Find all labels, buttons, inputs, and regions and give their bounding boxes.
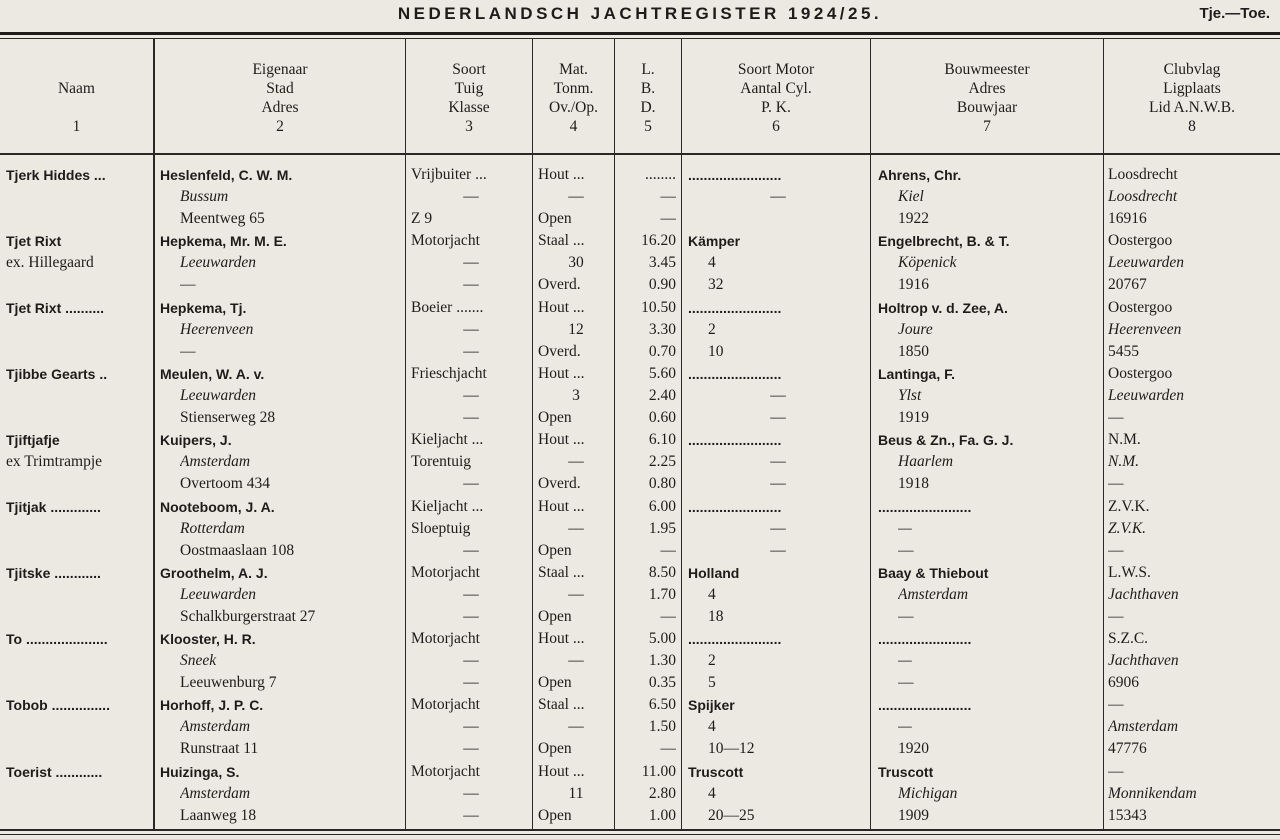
- entry-type-line: —: [463, 674, 479, 692]
- entry-type-line: —: [463, 386, 479, 404]
- entry-builder-line: Michigan: [898, 784, 958, 802]
- entry-mat-line: Hout ...: [538, 762, 585, 780]
- entry-dims-line: 5.00: [648, 630, 676, 648]
- entry-owner-line: Leeuwarden: [180, 254, 257, 272]
- entry-mat-line: —: [568, 718, 584, 736]
- entry-type-line: Boeier .......: [411, 298, 484, 316]
- entry-type-line: Frieschjacht: [411, 364, 487, 382]
- entry-mat-line: Hout ...: [538, 364, 585, 382]
- entry-motor-line: 4: [708, 718, 716, 736]
- entry-type-line: Kieljacht ...: [411, 497, 484, 515]
- entry-club-line: Jachthaven: [1108, 652, 1179, 670]
- entry-builder-line: Holtrop v. d. Zee, A.: [878, 299, 1008, 316]
- entry-type-line: Motorjacht: [411, 696, 480, 714]
- column-header: [682, 60, 870, 136]
- entry-builder-line: ........................: [878, 498, 972, 515]
- entry-type-line: Z 9: [411, 210, 433, 227]
- entry-dims-line: 3.30: [648, 320, 676, 338]
- entry-builder-line: 1916: [898, 276, 929, 294]
- entry-motor-line: —: [770, 519, 786, 537]
- entry-club-line: 16916: [1108, 210, 1147, 227]
- entry-dims-line: 2.25: [648, 453, 676, 471]
- entry-club-line: Z.V.K.: [1108, 519, 1147, 537]
- page-title: NEDERLANDSCH JACHTREGISTER 1924/25.: [397, 4, 883, 23]
- column-header: [615, 60, 681, 136]
- entry-mat-line: Overd.: [538, 475, 581, 493]
- entry-dims-line: 2.80: [648, 784, 676, 802]
- entry-motor-line: Truscott: [688, 763, 744, 780]
- entry-motor-line: Holland: [688, 564, 740, 581]
- entry-club-line: —: [1108, 408, 1124, 426]
- column-header-line: 4: [569, 118, 578, 135]
- column-header-line: Soort: [452, 61, 486, 78]
- entry-dims-line: 1.00: [648, 806, 676, 824]
- entry-dims-line: 0.70: [648, 342, 676, 360]
- entry-motor-line: —: [770, 386, 786, 404]
- entry-name-line: ex Trimtrampje: [6, 453, 103, 471]
- entry-type-line: Motorjacht: [411, 232, 480, 250]
- entry-motor-line: —: [770, 453, 786, 471]
- entry-owner-line: Overtoom 434: [180, 475, 270, 493]
- entry-mat-line: Hout ...: [538, 630, 585, 648]
- entry-owner-line: Groothelm, A. J.: [160, 564, 268, 581]
- entry-motor-line: 4: [708, 784, 716, 802]
- entry-club-line: 47776: [1108, 740, 1147, 758]
- entry-builder-line: Truscott: [878, 763, 934, 780]
- entry-dims-line: 0.35: [648, 674, 676, 692]
- column-header-line: [0, 98, 153, 117]
- entry-type-line: Vrijbuiter ...: [411, 166, 487, 183]
- entry-builder-line: 1919: [898, 408, 929, 426]
- entry-mat-line: Open: [538, 607, 572, 625]
- entry-builder-line: —: [898, 674, 914, 692]
- entry-mat-line: —: [568, 453, 584, 471]
- entry-type-line: Motorjacht: [411, 762, 480, 780]
- entry-mat-line: Overd.: [538, 276, 581, 294]
- entry-name-line: Tjet Rixt: [6, 233, 62, 250]
- entry-builder-line: ........................: [878, 697, 972, 714]
- column-header-line: Aantal Cyl.: [740, 80, 812, 97]
- entry-mat-line: —: [568, 519, 584, 537]
- entry-motor-line: 4: [708, 254, 716, 272]
- entry-dims-line: 1.95: [648, 519, 676, 537]
- entry-club-line: Leeuwarden: [1108, 254, 1185, 272]
- entry-builder-line: —: [898, 541, 914, 559]
- entry-name-line: Tjitske ............: [6, 564, 101, 581]
- column-header-line: Klasse: [448, 99, 490, 116]
- column-header-line: P. K.: [761, 99, 791, 116]
- entry-type-line: Torentuig: [411, 453, 472, 471]
- header-rule: [0, 153, 1280, 155]
- column-header-line: Adres: [968, 80, 1006, 97]
- column-header-line: Bouwmeester: [944, 61, 1030, 78]
- column-header: [155, 60, 405, 136]
- column-header-line: 3: [465, 118, 473, 135]
- entry-type-line: —: [463, 784, 479, 802]
- entry-owner-line: Laanweg 18: [180, 806, 257, 824]
- entry-type-line: —: [463, 652, 479, 670]
- entry-motor-line: 10: [708, 342, 724, 360]
- entry-builder-line: Engelbrecht, B. & T.: [878, 233, 1010, 250]
- entry-club-line: Heerenveen: [1108, 320, 1182, 338]
- entry-owner-line: Meentweg 65: [180, 210, 265, 227]
- entry-mat-line: Staal ...: [538, 232, 585, 250]
- entry-dims-line: 0.80: [648, 475, 676, 493]
- entry-mat-line: Staal ...: [538, 563, 585, 581]
- entry-mat-line: Open: [538, 806, 572, 824]
- entry-mat-line: —: [568, 188, 584, 205]
- entry-motor-line: —: [770, 408, 786, 426]
- entry-builder-line: Beus & Zn., Fa. G. J.: [878, 432, 1014, 449]
- entry-type-line: Motorjacht: [411, 563, 480, 581]
- entry-builder-line: 1922: [898, 210, 929, 227]
- entry-motor-line: ........................: [688, 432, 782, 449]
- entry-type-line: —: [463, 276, 479, 294]
- entry-owner-line: Huizinga, S.: [160, 763, 240, 780]
- entry-owner-line: Klooster, H. R.: [160, 631, 256, 648]
- entry-mat-line: Open: [538, 674, 572, 692]
- entry-mat-line: Hout ...: [538, 497, 585, 515]
- entry-club-line: N.M.: [1108, 453, 1139, 471]
- top-rule: [0, 32, 1280, 35]
- entry-club-line: Loosdrecht: [1108, 188, 1178, 205]
- entry-owner-line: Leeuwarden: [180, 585, 257, 603]
- entry-club-line: Oostergoo: [1108, 232, 1173, 250]
- entry-mat-line: —: [568, 585, 584, 603]
- entry-name-line: Toerist ............: [6, 763, 103, 780]
- entry-owner-line: Rotterdam: [180, 519, 245, 537]
- entry-type-line: —: [463, 320, 479, 338]
- entry-owner-line: Runstraat 11: [180, 740, 259, 758]
- entry-type-line: —: [463, 408, 479, 426]
- entry-dims-line: 6.50: [648, 696, 676, 714]
- entry-club-line: 20767: [1108, 276, 1147, 294]
- entry-builder-line: Lantinga, F.: [878, 365, 955, 382]
- column-header-line: Tonm.: [553, 80, 594, 97]
- entry-builder-line: Haarlem: [898, 453, 954, 471]
- entry-mat-line: Open: [538, 541, 572, 559]
- entry-type-line: —: [463, 541, 479, 559]
- entry-owner-line: Stienserweg 28: [180, 408, 276, 426]
- column-header-line: Stad: [266, 80, 294, 97]
- entry-builder-line: Köpenick: [898, 254, 957, 272]
- column-header-line: 7: [983, 118, 991, 135]
- entry-name-line: Tjerk Hiddes ...: [6, 167, 106, 183]
- entry-club-line: 6906: [1108, 674, 1139, 692]
- entry-motor-line: ........................: [688, 365, 782, 382]
- entry-club-line: —: [1108, 696, 1124, 714]
- entry-mat-line: Hout ...: [538, 431, 585, 449]
- entry-owner-line: Hepkema, Mr. M. E.: [160, 233, 287, 250]
- entry-builder-line: ........................: [878, 631, 972, 648]
- entry-builder-line: —: [898, 519, 912, 537]
- entry-motor-line: ........................: [688, 167, 782, 183]
- top-rule-thin: [0, 38, 1280, 39]
- column-header-line: Tuig: [454, 80, 484, 97]
- entry-owner-line: —: [180, 342, 196, 360]
- entry-dims-line: 6.00: [648, 497, 676, 515]
- entry-name-line: Tjibbe Gearts ..: [6, 365, 108, 382]
- entry-motor-line: ........................: [688, 498, 782, 515]
- entry-dims-line: 10.50: [641, 298, 676, 316]
- entry-owner-line: Amsterdam: [180, 784, 251, 802]
- entry-name-line: To .....................: [6, 631, 108, 648]
- entry-mat-line: Overd.: [538, 342, 581, 360]
- entry-builder-line: —: [898, 652, 912, 670]
- page-range: Tje.—Toe.: [1199, 5, 1270, 22]
- entry-dims-line: 5.60: [648, 364, 676, 382]
- column-header-line: Ligplaats: [1163, 80, 1221, 97]
- entry-builder-line: Ylst: [898, 386, 922, 404]
- entry-type-line: —: [463, 254, 479, 272]
- column-header-line: Mat.: [559, 61, 588, 78]
- column-header-line: Clubvlag: [1163, 61, 1221, 78]
- entry-type-line: Motorjacht: [411, 630, 480, 648]
- entry-club-line: —: [1108, 762, 1124, 780]
- entry-dims-line: —: [660, 740, 676, 758]
- entry-owner-line: Heslenfeld, C. W. M.: [160, 167, 293, 183]
- entry-type-line: —: [463, 806, 479, 824]
- register-entry: [0, 762, 1280, 838]
- entry-mat-line: Hout ...: [538, 166, 585, 183]
- entry-club-line: 5455: [1108, 342, 1139, 360]
- entry-mat-line: 30: [568, 254, 584, 272]
- entry-mat-line: 11: [568, 784, 584, 802]
- entry-club-line: Amsterdam: [1108, 718, 1179, 736]
- column-header-line: B.: [640, 80, 656, 97]
- entry-club-line: Z.V.K.: [1108, 497, 1150, 515]
- entry-builder-line: 1850: [898, 342, 929, 360]
- entry-type-line: —: [463, 740, 479, 758]
- entry-builder-line: Ahrens, Chr.: [878, 167, 962, 183]
- entry-name-line: Tobob ...............: [6, 697, 110, 714]
- entry-motor-line: 2: [708, 320, 716, 338]
- entry-dims-line: 0.60: [648, 408, 676, 426]
- entry-motor-line: 4: [708, 585, 716, 603]
- entry-club-line: Jachthaven: [1108, 585, 1179, 603]
- entry-name-line: ex. Hillegaard: [6, 254, 94, 272]
- entry-club-line: N.M.: [1108, 431, 1141, 449]
- entry-club-line: S.Z.C.: [1108, 630, 1149, 648]
- entry-motor-line: 32: [708, 276, 724, 294]
- column-header-line: Naam: [57, 80, 95, 97]
- entry-club-line: Loosdrecht: [1108, 166, 1178, 183]
- entry-dims-line: ........: [645, 166, 676, 183]
- entry-club-line: Oostergoo: [1108, 364, 1173, 382]
- entry-dims-line: 0.90: [648, 276, 676, 294]
- entry-type-line: —: [463, 342, 479, 360]
- entry-club-line: —: [1108, 607, 1124, 625]
- entry-dims-line: 1.70: [648, 585, 676, 603]
- entry-builder-line: Kiel: [898, 188, 924, 205]
- entry-motor-line: 10—12: [708, 740, 755, 758]
- entry-name-line: Tjet Rixt ..........: [6, 299, 105, 316]
- entry-dims-line: —: [660, 210, 676, 227]
- entry-owner-line: Leeuwarden: [180, 386, 257, 404]
- entry-owner-line: Schalkburgerstraat 27: [180, 607, 316, 625]
- entry-mat-line: Staal ...: [538, 696, 585, 714]
- entry-club-line: 15343: [1108, 806, 1147, 824]
- entry-name-line: Tjitjak .............: [6, 498, 101, 515]
- entry-mat-line: Open: [538, 408, 572, 426]
- column-header-line: L.: [641, 61, 655, 78]
- entry-motor-line: Spijker: [688, 697, 735, 714]
- entry-motor-line: —: [770, 541, 786, 559]
- entry-club-line: L.W.S.: [1108, 563, 1151, 581]
- entry-mat-line: 3: [572, 386, 580, 404]
- entry-builder-line: Joure: [898, 320, 933, 338]
- entry-builder-line: 1920: [898, 740, 929, 758]
- entry-type-line: —: [463, 475, 479, 493]
- entry-builder-line: 1909: [898, 806, 929, 824]
- entry-motor-line: —: [770, 188, 786, 205]
- column-header-line: Soort Motor: [737, 61, 815, 78]
- entry-owner-line: Horhoff, J. P. C.: [160, 697, 264, 714]
- entry-motor-line: 2: [708, 652, 716, 670]
- entry-club-line: —: [1108, 541, 1124, 559]
- entry-builder-line: 1918: [898, 475, 929, 493]
- entry-motor-line: 5: [708, 674, 716, 692]
- entry-motor-line: Kämper: [688, 233, 741, 250]
- entry-club-line: —: [1108, 475, 1124, 493]
- entry-dims-line: —: [660, 607, 676, 625]
- entry-builder-line: —: [898, 607, 914, 625]
- column-header-line: 2: [276, 118, 284, 135]
- entry-type-line: Kieljacht ...: [411, 431, 484, 449]
- entry-dims-line: 11.00: [641, 762, 676, 780]
- entry-type-line: —: [463, 188, 479, 205]
- column-header-line: 5: [644, 118, 652, 135]
- column-header: [0, 79, 153, 136]
- column-header-line: Ov./Op.: [549, 99, 598, 116]
- entry-motor-line: ........................: [688, 631, 782, 648]
- entry-owner-line: Bussum: [180, 188, 229, 205]
- entry-dims-line: 1.30: [648, 652, 676, 670]
- entry-dims-line: 16.20: [641, 232, 676, 250]
- column-header: [871, 60, 1103, 136]
- entry-owner-line: Amsterdam: [180, 453, 251, 471]
- entry-club-line: Monnikendam: [1108, 784, 1197, 802]
- entry-owner-line: Leeuwenburg 7: [180, 674, 277, 692]
- column-header-line: Lid A.N.W.B.: [1149, 99, 1235, 116]
- entry-type-line: —: [463, 585, 479, 603]
- entry-owner-line: Hepkema, Tj.: [160, 299, 247, 316]
- column-header-line: Eigenaar: [252, 61, 308, 78]
- entry-dims-line: 3.45: [648, 254, 676, 272]
- entry-club-line: Oostergoo: [1108, 298, 1173, 316]
- entry-type-line: Sloeptuig: [411, 519, 471, 537]
- entry-dims-line: 6.10: [648, 431, 676, 449]
- entry-builder-line: Amsterdam: [898, 585, 969, 603]
- entry-dims-line: —: [660, 188, 676, 205]
- entry-motor-line: —: [770, 475, 786, 493]
- entry-builder-line: —: [898, 718, 912, 736]
- column-header-line: 1: [72, 118, 81, 135]
- entry-owner-line: Sneek: [180, 652, 217, 670]
- entry-club-line: Leeuwarden: [1108, 386, 1185, 404]
- entry-motor-line: ........................: [688, 299, 782, 316]
- column-header: [533, 60, 614, 136]
- entry-owner-line: —: [180, 276, 196, 294]
- entry-name-line: Tjiftjafje: [6, 432, 60, 449]
- entry-mat-line: Open: [538, 740, 572, 758]
- column-header-line: 8: [1188, 118, 1196, 135]
- column-header-line: D.: [640, 99, 656, 116]
- entry-owner-line: Oostmaaslaan 108: [180, 541, 295, 559]
- entry-dims-line: 1.50: [648, 718, 676, 736]
- entry-motor-line: 20—25: [708, 806, 755, 824]
- entry-builder-line: Baay & Thiebout: [878, 564, 989, 581]
- entry-mat-line: —: [568, 652, 584, 670]
- entry-mat-line: 12: [568, 320, 584, 338]
- entry-type-line: —: [463, 718, 479, 736]
- entry-owner-line: Amsterdam: [180, 718, 251, 736]
- column-header: [1104, 60, 1280, 136]
- column-header: [406, 60, 532, 136]
- column-header-line: Adres: [261, 99, 299, 116]
- column-header-line: 6: [772, 118, 780, 135]
- entry-dims-line: 8.50: [648, 563, 676, 581]
- entry-dims-line: —: [660, 541, 676, 559]
- entry-owner-line: Nooteboom, J. A.: [160, 498, 275, 515]
- entry-owner-line: Heerenveen: [180, 320, 254, 338]
- entry-type-line: —: [463, 607, 479, 625]
- entry-owner-line: Meulen, W. A. v.: [160, 365, 265, 382]
- entry-motor-line: 18: [708, 607, 724, 625]
- entry-dims-line: 2.40: [648, 386, 676, 404]
- entry-mat-line: Hout ...: [538, 298, 585, 316]
- entry-mat-line: Open: [538, 210, 572, 227]
- entry-owner-line: Kuipers, J.: [160, 432, 232, 449]
- column-header-line: Bouwjaar: [956, 99, 1018, 116]
